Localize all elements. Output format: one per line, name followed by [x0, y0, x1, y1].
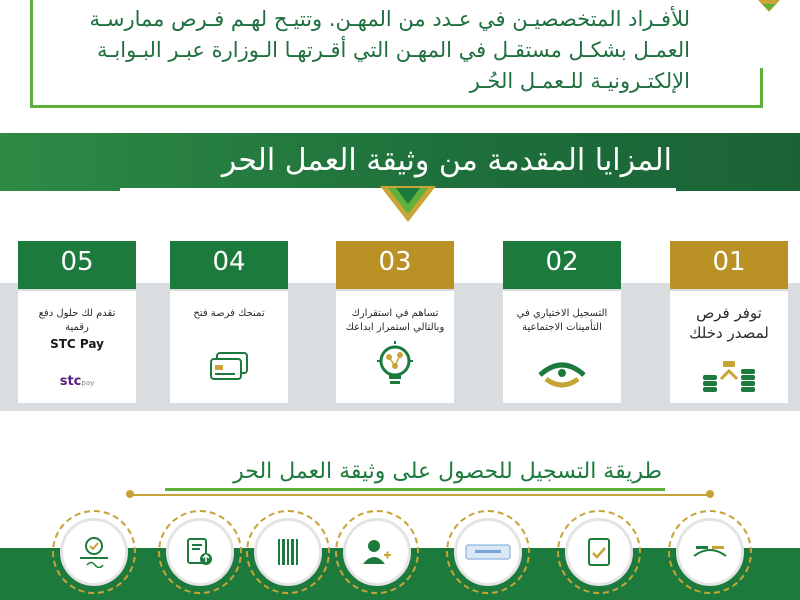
barcode-icon [276, 537, 300, 567]
card-number: 01 [670, 241, 788, 283]
card-body [503, 291, 621, 403]
intro-line-2: العمـل بشكـل مستقـل في المهـن التي أقـرتهـا الـوزارة عبـر البـوابـة [97, 38, 690, 62]
card-body [170, 291, 288, 403]
card-body [670, 291, 788, 403]
stc-pay-logo [60, 374, 95, 389]
benefit-card-05 [18, 241, 136, 403]
card-rule [170, 283, 288, 289]
card-text: تمنحك فرصة فتح [193, 308, 265, 319]
registration-title: طريقة التسجيل للحصول على وثيقة العمل الحر [233, 459, 662, 484]
card-body [18, 291, 136, 403]
steps-connector [130, 494, 710, 496]
registration-form-icon [465, 544, 511, 560]
card-number: 03 [336, 241, 454, 283]
stc-pay-label: STC Pay [50, 337, 104, 351]
gosi-logo-icon [534, 353, 590, 393]
card-rule [503, 283, 621, 289]
step-7 [60, 518, 128, 586]
lightbulb-icon [373, 339, 417, 393]
registration-underline [165, 488, 665, 491]
document-check-icon [586, 537, 612, 567]
card-number: 05 [18, 241, 136, 283]
card-rule [18, 283, 136, 289]
benefit-card-01 [670, 241, 788, 403]
credit-card-icon [209, 351, 249, 381]
benefit-card-03 [336, 241, 454, 403]
card-number: 02 [503, 241, 621, 283]
corner-chevron-icon [758, 0, 780, 18]
intro-text [30, 4, 690, 97]
card-number: 04 [170, 241, 288, 283]
step-4 [343, 518, 411, 586]
card-body [336, 291, 454, 403]
step-6 [166, 518, 234, 586]
card-text: تقدم لك حلول دفع رقمية [38, 308, 116, 333]
card-rule [336, 283, 454, 289]
stc-logo-text: stc [59, 374, 82, 389]
benefits-title: المزايا المقدمة من وثيقة العمل الحر [221, 143, 672, 178]
card-text: التسجيل الاختياري في التأمينات الاجتماعية [516, 308, 608, 333]
card-rule [670, 283, 788, 289]
down-arrow-icon [380, 186, 436, 224]
intro-line-3: الإلكتـرونيـة للـعمـل الحُـر [469, 69, 690, 93]
intro-line-1: للأفـراد المتخصصيـن في عـدد من المهـن. وتتيـح لهـم فـرص ممارسـة [89, 7, 690, 31]
card-text: توفر فرص لمصدر دخلك [689, 304, 769, 342]
intro-box [30, 0, 760, 108]
connector-dot [706, 490, 714, 498]
approved-certificate-icon [77, 536, 111, 568]
step-3 [454, 518, 522, 586]
add-user-icon [362, 538, 392, 566]
benefit-card-02 [503, 241, 621, 403]
step-2 [565, 518, 633, 586]
connector-dot [126, 490, 134, 498]
step-1 [676, 518, 744, 586]
step-5 [254, 518, 322, 586]
benefit-card-04 [170, 241, 288, 403]
stc-logo-suffix: pay [81, 379, 95, 387]
freelance-logo-icon [690, 540, 730, 564]
file-upload-icon [186, 537, 214, 567]
card-text: تساهم في استقرارك وبالتالي استمرار ابداعك [345, 308, 445, 333]
money-stack-icon [699, 357, 759, 393]
